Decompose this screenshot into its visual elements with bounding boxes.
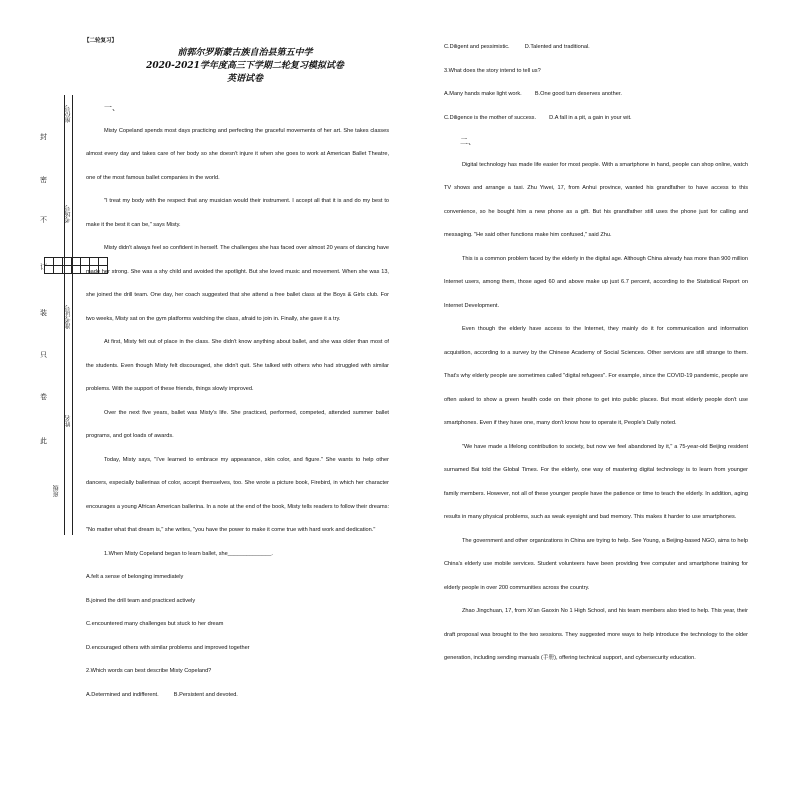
question-stem: 2.Which words can best describe Misty Copeland? xyxy=(86,668,212,674)
name-label: 姓名 xyxy=(66,415,72,427)
seal-char: 此 xyxy=(40,437,47,445)
passage-paragraph: "We have made a lifelong contribution to society, but now we feel abandoned by it," a 75-year-old Beijing resident surnamed Bai told the Global Times. For the elderly, one way of mastering digital technology is to learn from younger family members. However, not all of these younger people have the patience or time to teach the elderly. In addition, aging results in many physical problems, such as weak eyesight and bad memory. This makes it harder to use smartphones. xyxy=(444,443,748,520)
question-options-row xyxy=(444,36,748,60)
passage-paragraph: Digital technology has made life easier for most people. With a smartphone in hand, people can shop online, watch TV shows and arrange a taxi. Zhu Yiwei, 17, from Anhui province, wanted his grandfather to have access to this convenience, so he bought him a new phone as a gift. But his grandfather still uses the phone just for calling and messaging. "He said other functions make him confused," said Zhu. xyxy=(444,161,748,238)
passage-paragraph: Misty Copeland spends most days practicing and perfecting the graceful movements of her art. She takes classes almost every day and takes care of her body so she doesn't injure it when she goes to work at American Ballet Theatre, one of the most famous ballet companies in the world. xyxy=(86,127,389,181)
question-options-row xyxy=(444,107,748,131)
admission-number-label: 准考证号 xyxy=(66,305,72,329)
seal-char: 卷 xyxy=(40,393,47,401)
seal-char: 密 xyxy=(40,176,47,184)
question-option[interactable]: A.Many hands make light work. xyxy=(444,91,522,97)
section-heading: 一、 xyxy=(104,103,120,112)
question-option[interactable]: B.joined the drill team and practiced actively xyxy=(86,597,196,604)
question-option[interactable]: C.Diligence is the mother of success. xyxy=(444,114,537,121)
section-heading: 二、 xyxy=(460,137,476,146)
passage-paragraph: This is a common problem faced by the elderly in the digital age. Although China already has more than 900 million Internet users, among them, those aged 60 and above make up just 6.7 percent, according to the Statistical Report on Internet Development. xyxy=(444,255,748,309)
review-badge: 【二轮复习】 xyxy=(84,38,118,44)
seal-char: 只 xyxy=(40,351,47,359)
passage-paragraph: At first, Misty felt out of place in the class. She didn't know anything about ballet, and she was older than most of the students. Even though Misty felt discouraged, she didn't quit. She talked with others who had struggled with similar problems. With the support of these friends, things slowly improved. xyxy=(86,339,389,392)
passage-paragraph: "I treat my body with the respect that any musician would their instrument. I accept all that it is and do my best to make it the best it can be," says Misty. xyxy=(86,198,389,228)
term-title: 2020-2021学年度高三下学期二轮复习模拟试卷 xyxy=(146,61,344,71)
question-options-row xyxy=(86,684,389,708)
question-option[interactable]: C.Diligent and pessimistic. xyxy=(444,44,510,50)
subject-title: 英语试卷 xyxy=(226,74,263,84)
exam-room-label: 考场号 xyxy=(66,205,72,223)
question-option[interactable]: D.Talented and traditional. xyxy=(524,44,590,50)
seal-char: 封 xyxy=(40,133,47,141)
passage-paragraph: Zhao Jingchuan, 17, from Xi'an Gaoxin No 1 High School, and his team members also tried to help. This year, their draft proposal was brought to the two sessions. They suggested more ways to help introduce the technology to the older generation, including sending manuals (手册), offering technical support, and cybersecurity education. xyxy=(444,608,748,661)
question-option[interactable]: C.encountered many challenges but stuck to her dream xyxy=(86,621,224,627)
question-option[interactable]: D.encouraged others with similar problems and improved together xyxy=(86,644,250,651)
seal-char: 装 xyxy=(40,309,47,317)
question-option[interactable]: B.Persistent and devoted. xyxy=(173,691,238,698)
class-label: 班级 xyxy=(54,485,60,497)
exam-title-block xyxy=(100,47,390,86)
question-option[interactable]: B.One good turn deserves another. xyxy=(534,91,622,97)
passage-paragraph: The government and other organizations in China are trying to help. See Young, a Beijing-based NGO, aims to help China's elderly use mobile services. Student volunteers have been providing free computer and smartphone training for elderly people in over 200 communities across the country. xyxy=(444,537,748,591)
seal-char: 不 xyxy=(40,216,47,224)
question-options-row xyxy=(444,83,748,107)
school-title: 前郭尔罗斯蒙古族自治县第五中学 xyxy=(177,48,313,58)
question-option[interactable]: A.felt a sense of belonging immediately xyxy=(86,574,184,580)
passage-paragraph: Over the next five years, ballet was Misty's life. She practiced, performed, competed, attended summer ballet programs, and got loads of awards. xyxy=(86,409,389,439)
left-column xyxy=(86,96,389,707)
right-column xyxy=(444,36,748,671)
passage-paragraph: Misty didn't always feel so confident in herself. The challenges she has faced over almost 20 years of dancing have made her strong. She was a shy child and avoided the spotlight. But she loved music and movement. When she was 13, she joined the drill team. One day, her coach suggested that she attend a free ballet class at the Boys & Girls club. For two weeks, Misty sat on the gym platforms watching the class, afraid to join in. Finally, she gave it a try. xyxy=(86,245,389,322)
passage-paragraph: Even though the elderly have access to the Internet, they mainly do it for communication and information acquisition, according to a survey by the Chinese Academy of Social Sciences. Other services are still strange to them. That's why elderly people are sometimes called "digital refugees". For example, since the COVID-19 pandemic, people are often asked to show a green health code on their phone to get into public places. But most elderly people don't use smartphones. Even if they have one, many don't know how to operate it, People's Daily noted. xyxy=(444,326,748,426)
seal-char: 订 xyxy=(40,263,47,271)
seat-number-label: 座位号 xyxy=(66,105,72,123)
passage-paragraph: Today, Misty says, "I've learned to embrace my appearance, skin color, and figure." She wants to help other dancers, especially ballerinas of color, accept themselves, too. She wrote a picture book, Firebird, in which her character encourages a young African American ballerina. In a note at the end of the book, Misty tells readers to follow their dreams: "No matter what that dream is," she writes, "you have the power to make it come true with hard work and dedication." xyxy=(86,456,389,533)
question-stem: 1.When Misty Copeland began to learn ballet, she______________. xyxy=(104,550,273,557)
question-option[interactable]: A.Determined and indifferent. xyxy=(86,691,159,698)
question-stem: 3.What does the story intend to tell us? xyxy=(444,67,541,74)
question-option[interactable]: D.A fall in a pit, a gain in your wit. xyxy=(549,114,632,121)
